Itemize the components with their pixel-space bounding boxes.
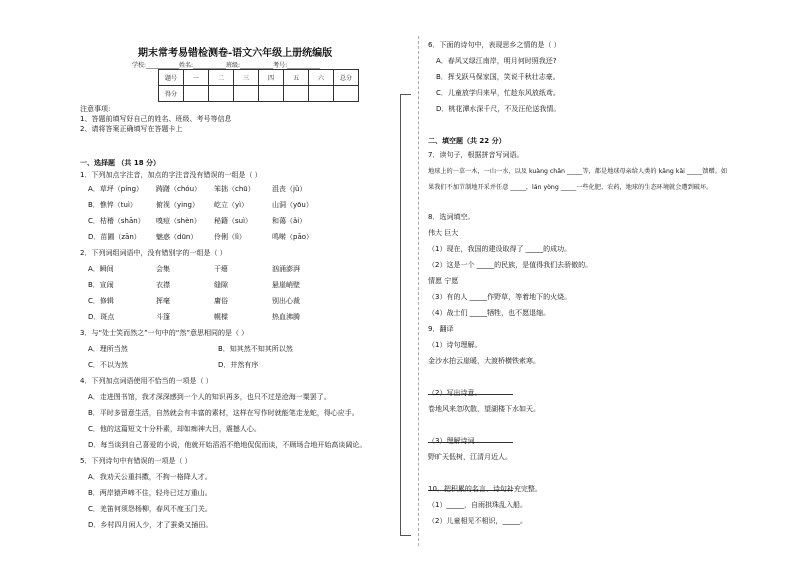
- exam-title: 期末常考易错检测卷-语文六年级上册统编版: [138, 48, 333, 59]
- score-cell[interactable]: [334, 86, 359, 102]
- q1-option-a: A．草坪（píng） 踌躇（chóu） 笨拙（chū） 沮丧（jǔ）: [88, 185, 307, 193]
- note-2: 2、请将答案正确填写在答题卡上: [80, 125, 183, 133]
- q5-option-c: C．羌笛何须怨杨柳，春风不度玉门关。: [88, 505, 212, 513]
- q6-option-b: B．挥戈跃马保家国，笑说千秋壮志豪。: [436, 73, 560, 81]
- q1-option-c: C．枯稽（shān） 嗅痘（shèn） 秘籍（suì） 和蔼（ǎi）: [88, 217, 307, 225]
- q8-word-pair-2: 情愿 宁愿: [428, 277, 459, 285]
- notes-head: 注意事项:: [80, 105, 111, 113]
- question-3: 3．与“处士笑而然之”一句中的“然”意思相同的是（ ）: [80, 329, 249, 337]
- question-8: 8．选词填空。: [428, 213, 475, 221]
- score-cell[interactable]: [259, 86, 284, 102]
- q9-poem-3: 野旷天低树，江清月近人。: [428, 453, 512, 461]
- q9-poem-1: 金沙水拍云崖暖，大渡桥横铁索寒。: [428, 357, 540, 365]
- q1-option-b: B．憔悴（tuì） 俯视（ying） 屹立（yì） 山洞（yōu）: [88, 201, 313, 209]
- q10-item-1: （1）_____，自雨拱珠乱入船。: [428, 501, 527, 509]
- q4-option-a: A．走进图书馆，我才深深感到一个人的知识再多，也只不过是沧海一粟罢了。: [88, 393, 331, 401]
- score-label: 得分: [159, 86, 184, 102]
- q4-option-b: B．平时多留意生活，自然就会有丰富的素材，这样在写作时就能笔走龙蛇，得心应手。: [88, 409, 359, 417]
- score-cell[interactable]: [284, 86, 309, 102]
- question-7: 7．读句子，根据拼音写词语。: [428, 151, 524, 159]
- score-cell[interactable]: [234, 86, 259, 102]
- q5-option-a: A．我劝天公重抖擞，不拘一格降人才。: [88, 473, 212, 481]
- note-1: 1、答题前填写好自己的姓名、班级、考号等信息: [80, 115, 232, 123]
- q8-item-2: （2）这是一个 _____的民族，是值得我们去骄傲的。: [428, 261, 593, 269]
- q2-option-c: C．修辑 挥毫 庸俗 别出心裁: [88, 297, 300, 305]
- question-4: 4．下列加点词语使用不恰当的一项是（ ）: [80, 377, 213, 385]
- q6-option-d: D．桃花潭水深千尺，不及汪伦送我情。: [436, 105, 561, 113]
- q8-item-1: （1）现在，我国的建设取得了 _____的成功。: [428, 245, 572, 253]
- question-10: 10．把积累的名言、诗句补充完整。: [428, 485, 542, 493]
- question-6: 6．下面的诗句中，表现思乡之情的是（ ）: [428, 41, 561, 49]
- q1-option-d: D．苗圃（zān） 魅惑（dūn） 伶俐（lì） 鸣啭（pāo）: [88, 233, 314, 241]
- q3-option-c: C．不以为然 D．井然有序: [88, 361, 259, 369]
- section-2-heading: 二、填空题（共 22 分）: [428, 137, 506, 145]
- q8-item-4: （4）战士们 _____牺牲，也不愿退缩。: [428, 309, 551, 317]
- score-header: 一: [184, 70, 209, 86]
- score-cell[interactable]: [209, 86, 234, 102]
- question-1: 1．下列加点字注音，加点的字注音没有错误的一组是（ ）: [80, 171, 262, 179]
- q7-line-2: 果我们不加节制地开采并任意 _____，lán yòng _____一些化肥、农药，地球的生态环境就会遭到破坏。: [428, 184, 713, 191]
- question-2: 2．下列词组词语中，没有错别字的一组是（ ）: [80, 249, 227, 257]
- q9-part-3: （3）理解诗词: [428, 437, 475, 445]
- right-column: [428, 36, 788, 556]
- score-cell[interactable]: [309, 86, 334, 102]
- left-column: [80, 36, 430, 556]
- q9-poem-2: 卷地风来忽吹散，望湖楼下水如天。: [428, 405, 540, 413]
- q9-part-2: （2）写出诗意。: [428, 389, 482, 397]
- section-1-heading: 一、选择题 （共 18 分）: [80, 159, 161, 167]
- score-header: 三: [234, 70, 259, 86]
- question-9: 9．翻译: [428, 325, 454, 333]
- q2-option-b: B．宣闹 衣襟 缝隙 悬崖峭壁: [88, 281, 300, 289]
- q7-line-1: 地球上的一草一木，一山一水，以及 kuàng chǎn _____等，都是地球母亲给人类的 kāng kǎi _____馈赠。如: [428, 168, 728, 175]
- q10-item-2: （2）儿童相见不相识，_____。: [428, 517, 527, 525]
- score-header: 题号: [159, 70, 184, 86]
- q6-option-c: C．儿童放学归来早，忙趁东风放纸鸢。: [436, 89, 560, 97]
- q5-option-d: D．乡村四月闲人少，才了蚕桑又插田。: [88, 521, 213, 529]
- q3-option-a: A．理所当然 B．知其然不知其所以然: [88, 345, 293, 353]
- score-header: 总分: [334, 70, 359, 86]
- q5-option-b: B．两岸猿声啼不住，轻舟已过万重山。: [88, 489, 212, 497]
- score-table: [158, 69, 359, 102]
- q8-word-pair-1: 伟大 巨大: [428, 229, 459, 237]
- q4-option-d: D．每当谈到自己喜爱的小说，他就开始滔滔不绝地侃侃而谈，不顾场合地开始高谈阔论。: [88, 441, 367, 449]
- score-header: 五: [284, 70, 309, 86]
- score-header: 二: [209, 70, 234, 86]
- q4-option-c: C．他的这篇短文十分朴素，却如痴神大吕，震撼人心。: [88, 425, 261, 433]
- q9-part-1: （1）诗句理解。: [428, 341, 482, 349]
- exam-page: [62, 36, 782, 556]
- q2-option-d: D．斑点 斗篷 幌樑 热血沸腾: [88, 313, 300, 321]
- q8-item-3: （3）有的人 _____作野草，等着地下的火烧。: [428, 293, 572, 301]
- score-header: 六: [309, 70, 334, 86]
- question-5: 5．下列诗句中有错误的一项是（ ）: [80, 457, 192, 465]
- student-info: 学校:___________姓名:___________班级:___________考号:___________: [132, 62, 321, 69]
- q6-option-a: A．春风又绿江南岸，明月何时照我还?: [436, 57, 557, 65]
- q2-option-a: A．瞬间 会集 干瘪 汹涌澎湃: [88, 265, 300, 273]
- score-cell[interactable]: [184, 86, 209, 102]
- score-header: 四: [259, 70, 284, 86]
